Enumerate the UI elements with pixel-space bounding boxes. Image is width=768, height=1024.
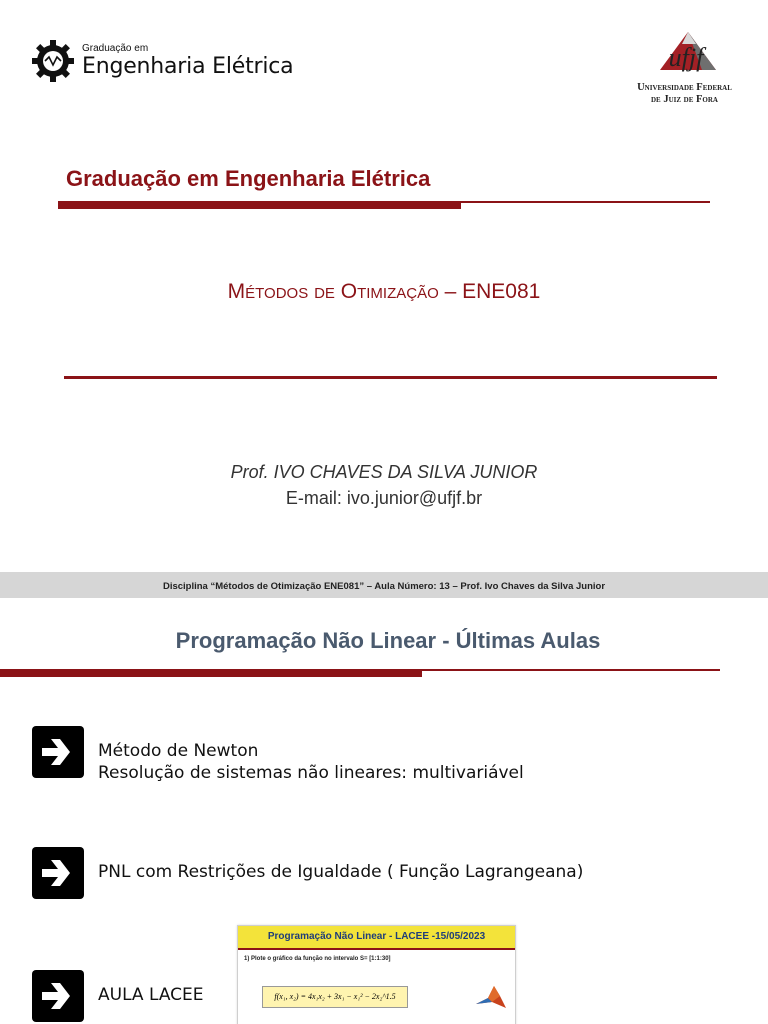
- list-item-line: PNL com Restrições de Igualdade ( Função Lagrangeana): [98, 862, 584, 882]
- arrow-right-icon: [32, 970, 84, 1022]
- list-item-line: Resolução de sistemas não lineares: multivariável: [98, 763, 524, 783]
- list-item-line: Método de Newton: [98, 741, 259, 761]
- list-item: [32, 847, 583, 899]
- university-name-line2: de Juiz de Fora: [651, 94, 718, 106]
- list-item: [32, 726, 524, 784]
- gear-icon: [30, 38, 76, 84]
- ufjf-mark-text: ufjf: [668, 43, 703, 72]
- heading-underline-thin: [461, 201, 710, 203]
- thumbnail-formula: f(x₁, x₂) = 4x₁x₂ + 3x₁ − x₁² − 2x₂^1.5: [262, 986, 408, 1008]
- course-title: Métodos de Otimização – ENE081: [227, 280, 541, 303]
- university-logo: [612, 20, 757, 106]
- content-slide: [0, 598, 768, 1024]
- logo-big-text: Engenharia Elétrica: [82, 54, 294, 79]
- heading-underline-thick: [58, 201, 461, 209]
- footer-bar: Disciplina “Métodos de Otimização ENE081” – Aula Número: 13 – Prof. Ivo Chaves da Silva Junior: [0, 572, 768, 598]
- university-name-line1: Universidade Federal: [637, 82, 732, 93]
- title-underline-thick: [0, 669, 422, 677]
- list-item: [32, 970, 204, 1022]
- arrow-right-icon: [32, 726, 84, 778]
- professor-name: Prof. IVO CHAVES DA SILVA JUNIOR: [230, 462, 538, 482]
- slide-title: Programação Não Linear - Últimas Aulas: [175, 628, 601, 653]
- arrow-right-icon: [32, 847, 84, 899]
- thumbnail-header: Programação Não Linear - LACEE -15/05/2023: [238, 926, 515, 950]
- thumbnail-task: 1) Plote o gráfico da função no intervalo S= [1:1:30]: [244, 956, 391, 962]
- course-divider: [64, 376, 717, 379]
- logo-small-text: Graduação em: [82, 43, 149, 54]
- ufjf-logo-icon: [630, 20, 740, 82]
- slide-heading: Graduação em Engenharia Elétrica: [66, 166, 431, 191]
- list-item-line: AULA LACEE: [98, 985, 204, 1005]
- title-underline-thin: [422, 669, 720, 671]
- program-logo: [30, 38, 293, 84]
- lacee-slide-thumbnail: [237, 925, 516, 1024]
- professor-email: E-mail: ivo.junior@ufjf.br: [285, 488, 483, 508]
- matlab-logo-icon: [474, 982, 508, 1010]
